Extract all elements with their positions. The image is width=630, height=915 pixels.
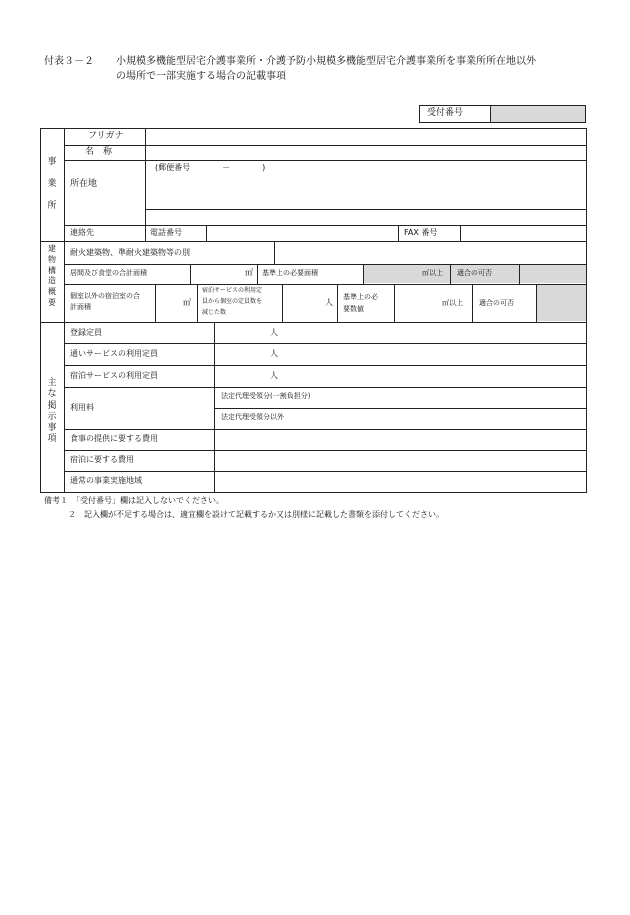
service-area-input[interactable] — [215, 472, 586, 491]
address-label: 所在地 — [70, 179, 98, 189]
furigana-input[interactable] — [146, 130, 586, 144]
standard-required-area-label: 基準上の必要面積 — [262, 269, 318, 277]
fire-resistance-label: 耐火建築物、準耐火建築物等の別 — [70, 248, 190, 257]
contact-label: 連絡先 — [70, 228, 94, 237]
receipt-number-value[interactable] — [491, 106, 585, 122]
stay-service-capacity-input[interactable] — [215, 366, 265, 386]
stay-capacity-label-2: 員から個室の定員数を — [202, 298, 263, 305]
postal-code-label: (郵便番号 － ) — [155, 163, 266, 172]
building-gray-area-2 — [536, 284, 586, 321]
furigana-label: フリガナ — [88, 131, 124, 141]
day-service-capacity-unit: 人 — [270, 349, 278, 358]
m2-or-more-1: ㎡以上 — [422, 269, 443, 277]
form-title-line1: 小規模多機能型居宅介護事業所・介護予防小規模多機能型居宅介護事業所を事業所所在地以外 — [116, 56, 536, 67]
note-2: ２ 記入欄が不足する場合は、適宜欄を設けて記載するか又は別様に記載した書類を添付してください。 — [68, 510, 444, 519]
form-number: 付表３－２ — [44, 56, 94, 67]
stay-capacity-label-3: 減じた数 — [202, 309, 227, 316]
phone-input[interactable] — [207, 226, 397, 240]
person-unit-building: 人 — [325, 298, 333, 307]
m2-unit-1: ㎡ — [245, 268, 253, 277]
fax-input[interactable] — [461, 226, 586, 240]
stay-capacity-label-1: 宿泊サービスの利用定 — [202, 287, 263, 294]
m2-or-more-2: ㎡以上 — [442, 299, 463, 307]
private-room-area-label: 個室以外の宿泊室の合 — [70, 292, 140, 300]
day-service-capacity-input[interactable] — [215, 344, 265, 364]
phone-label: 電話番号 — [150, 228, 182, 237]
section-label-jigyosho: 事 業 所 — [47, 157, 57, 211]
standard-required-value-label-1: 基準上の必 — [343, 293, 378, 301]
meal-cost-input[interactable] — [215, 430, 586, 449]
section-label-main-items: 主 な 掲 示 事 項 — [47, 378, 57, 445]
service-area-label: 通常の事業実施地域 — [70, 476, 142, 485]
stay-service-capacity-label: 宿泊サービスの利用定員 — [70, 371, 158, 380]
name-input[interactable] — [146, 146, 586, 160]
stay-cost-input[interactable] — [215, 451, 586, 470]
fax-label: FAX 番号 — [404, 228, 438, 237]
registered-capacity-label: 登録定員 — [70, 328, 102, 337]
registered-capacity-input[interactable] — [215, 323, 265, 342]
compliance-label-1: 適合の可否 — [457, 269, 492, 277]
living-dining-area-label: 居間及び食堂の合計面積 — [70, 269, 147, 277]
registered-capacity-unit: 人 — [270, 328, 278, 337]
stay-service-capacity-unit: 人 — [270, 371, 278, 380]
note-1: 備考１ 「受付番号」欄は記入しないでください。 — [44, 496, 224, 505]
fee-label: 利用料 — [70, 403, 94, 412]
meal-cost-label: 食事の提供に要する費用 — [70, 434, 158, 443]
receipt-number-label: 受付番号 — [427, 108, 464, 118]
form-title-line2: の場所で一部実施する場合の記載事項 — [116, 71, 286, 82]
name-label: 名 称 — [85, 147, 113, 157]
private-room-area-label-2: 計面積 — [70, 303, 91, 311]
section-label-building: 建 物 構 造 概 要 — [48, 244, 56, 307]
fee-non-statutory-label: 法定代理受領分以外 — [221, 413, 284, 421]
m2-unit-2: ㎡ — [183, 298, 191, 307]
compliance-label-2: 適合の可否 — [479, 299, 514, 307]
standard-required-value-label-2: 要数値 — [343, 305, 364, 313]
address-input[interactable] — [146, 177, 586, 209]
day-service-capacity-label: 通いサービスの利用定員 — [70, 349, 158, 358]
fire-resistance-input[interactable] — [275, 242, 586, 263]
fee-statutory-label: 法定代理受領分(一割負担分) — [221, 392, 311, 400]
stay-cost-label: 宿泊に要する費用 — [70, 455, 134, 464]
